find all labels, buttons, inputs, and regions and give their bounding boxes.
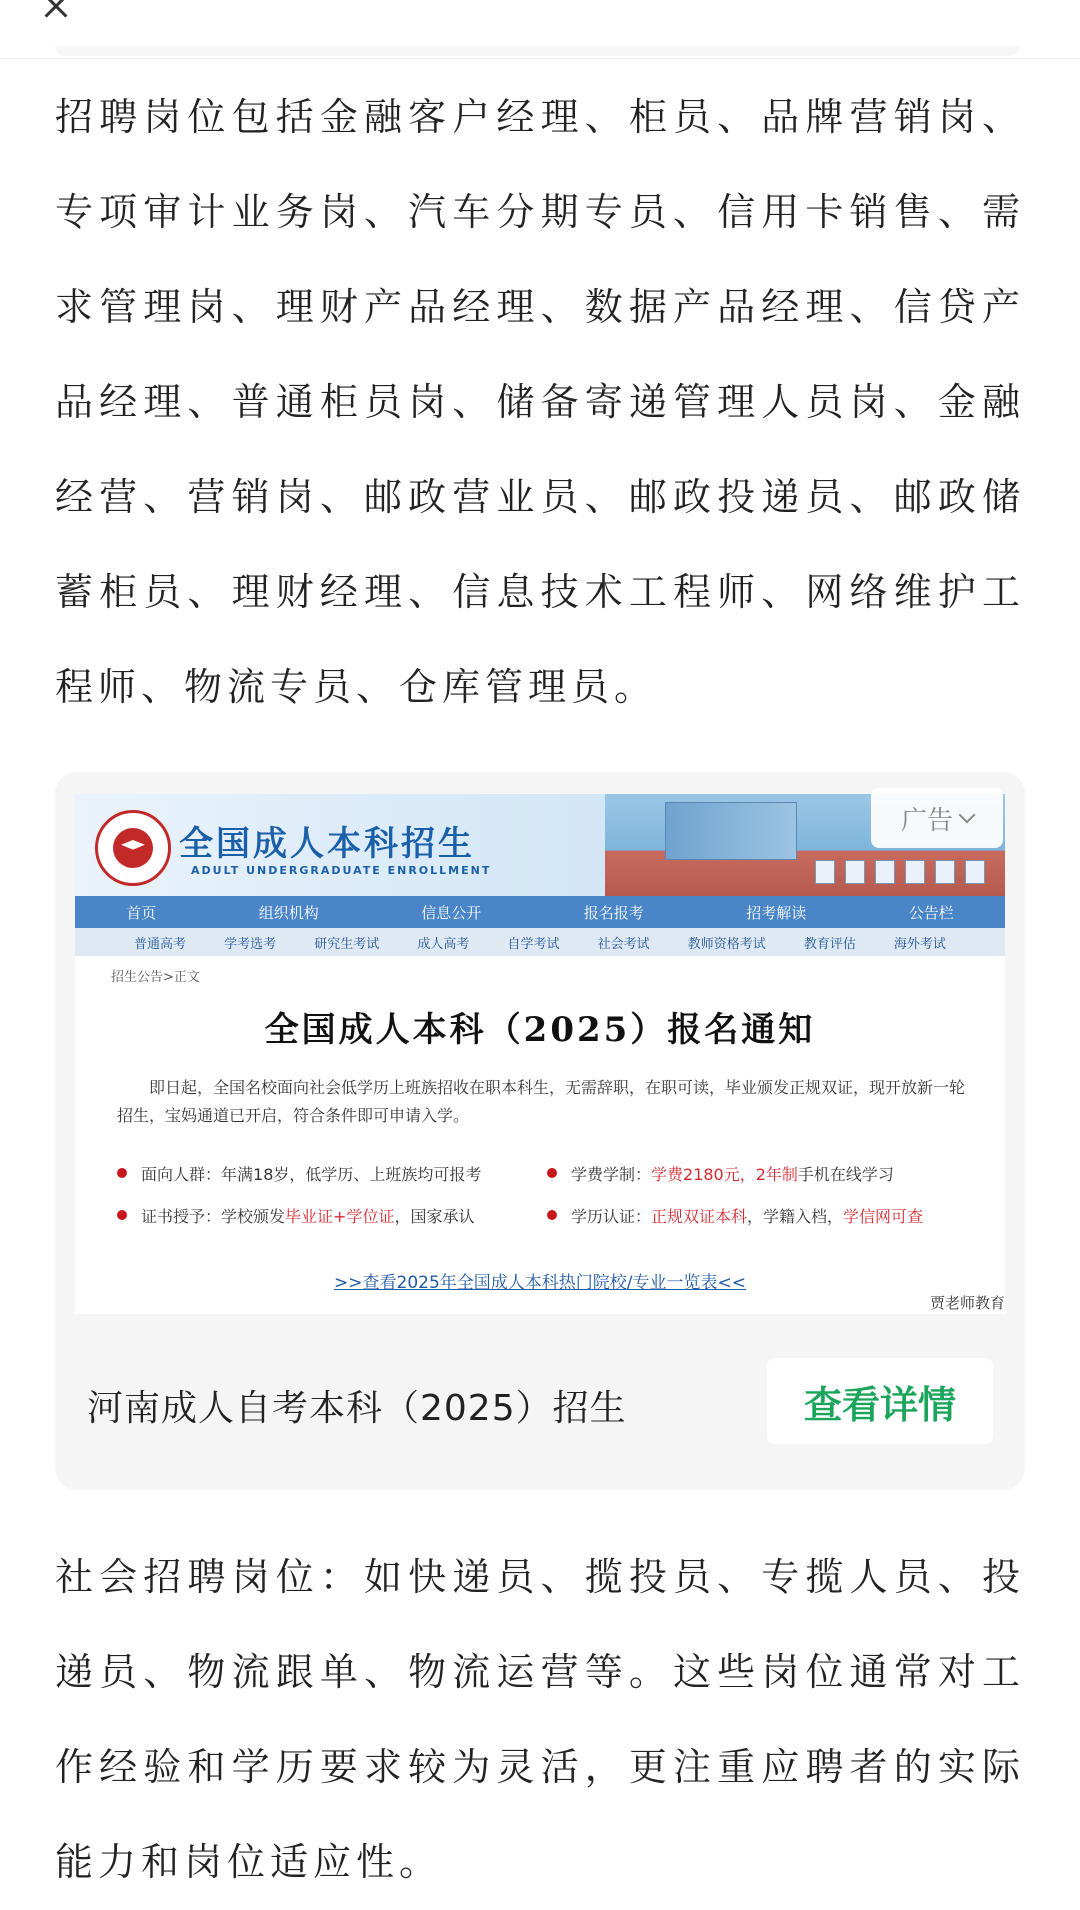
school-seal-icon <box>95 810 171 886</box>
bullet-dot-icon <box>547 1210 557 1220</box>
banner-nav-secondary <box>75 928 1005 956</box>
ad-banner-image[interactable] <box>75 794 1005 1314</box>
nav-subitem: 学考选考 <box>224 936 277 952</box>
chevron-down-icon <box>959 807 976 824</box>
nav-subitem: 教师资格考试 <box>687 936 766 952</box>
bullet-highlight: 学费2180元，2年制 <box>651 1165 798 1184</box>
banner-nav-primary <box>75 896 1005 928</box>
notice-body: 即日起，全国名校面向社会低学历上班族招收在职本科生，无需辞职，在职可读，毕业颁发正规双证，现开放新一轮招生，宝妈通道已开启，符合条件即可申请入学。 <box>117 1078 966 1125</box>
nav-subitem: 海外考试 <box>893 936 946 952</box>
banner-link[interactable]: >>查看2025年全国成人本科热门院校/专业一览表<< <box>334 1273 746 1293</box>
nav-item: 报名报考 <box>583 903 644 922</box>
banner-subtitle: ADULT UNDERGRADUATE ENROLLMENT <box>191 864 492 877</box>
nav-item: 信息公开 <box>421 903 482 922</box>
nav-item: 组织机构 <box>258 903 319 922</box>
nav-item: 招考解读 <box>746 903 807 922</box>
bullet-label: 学历认证： <box>571 1207 652 1226</box>
ad-caption: 河南成人自考本科（2025）招生 <box>87 1388 627 1429</box>
bullet-authentication <box>547 1204 923 1227</box>
bullet-dot-icon <box>547 1168 557 1178</box>
bullet-certificate <box>117 1204 474 1227</box>
article-paragraph-positions: 招聘岗位包括金融客户经理、柜员、品牌营销岗、专项审计业务岗、汽车分期专员、信用卡销售、需求管理岗、理财产品经理、数据产品经理、信贷产品经理、普通柜员岗、储备寄递管理人员岗、金融经营、营销岗、邮政营业员、邮政投递员、邮政储蓄柜员、理财经理、信息技术工程师、网络维护工程师、物流专员、仓库管理员。 <box>55 95 1025 709</box>
nav-subitem: 教育评估 <box>803 936 856 952</box>
banner-title: 全国成人本科招生 <box>179 824 475 864</box>
card-edge <box>55 46 1020 56</box>
bullet-fee <box>547 1162 894 1185</box>
nav-item: 首页 <box>126 903 157 922</box>
notice-title: 全国成人本科（2025）报名通知 <box>264 1010 816 1050</box>
bullet-highlight: 毕业证+学位证 <box>285 1207 395 1226</box>
view-details-button[interactable]: 查看详情 <box>767 1358 993 1444</box>
nav-item: 公告栏 <box>908 903 954 922</box>
banner-watermark: 贾老师教育 <box>929 1294 1005 1312</box>
bullet-label: 面向人群： <box>141 1165 222 1184</box>
bullet-dot-icon <box>117 1168 127 1178</box>
bullet-text: 年满18岁，低学历、上班族均可报考 <box>221 1165 482 1184</box>
nav-subitem: 普通高考 <box>134 936 187 952</box>
notice-bullets <box>117 1162 997 1246</box>
bullet-audience <box>117 1162 481 1185</box>
bullet-highlight: 学信网可查 <box>843 1207 924 1226</box>
ad-badge-label: 广告 <box>900 805 953 836</box>
bullet-highlight: 正规双证本科 <box>651 1207 748 1226</box>
ad-card[interactable] <box>55 772 1025 1490</box>
banner-breadcrumb: 招生公告>正文 <box>111 970 200 985</box>
bullet-label: 证书授予： <box>141 1207 222 1226</box>
nav-subitem: 自学考试 <box>507 936 560 952</box>
banner-header <box>75 794 1005 896</box>
top-bar <box>0 0 1080 59</box>
nav-subitem: 社会考试 <box>597 936 650 952</box>
bullet-dot-icon <box>117 1210 127 1220</box>
article-paragraph-social-recruitment: 社会招聘岗位：如快递员、揽投员、专揽人员、投递员、物流跟单、物流运营等。这些岗位通常对工作经验和学历要求较为灵活，更注重应聘者的实际能力和岗位适应性。 <box>55 1555 1025 1884</box>
nav-subitem: 研究生考试 <box>314 936 380 952</box>
ad-badge[interactable] <box>871 788 1003 848</box>
bullet-text: ，学籍入档， <box>747 1207 844 1226</box>
bullet-text: 手机在线学习 <box>797 1165 894 1184</box>
bullet-label: 学费学制： <box>571 1165 652 1184</box>
bullet-text: 学校颁发 <box>221 1207 286 1226</box>
bullet-text: ，国家承认 <box>394 1207 475 1226</box>
close-icon[interactable] <box>30 0 76 14</box>
nav-subitem: 成人高考 <box>417 936 470 952</box>
